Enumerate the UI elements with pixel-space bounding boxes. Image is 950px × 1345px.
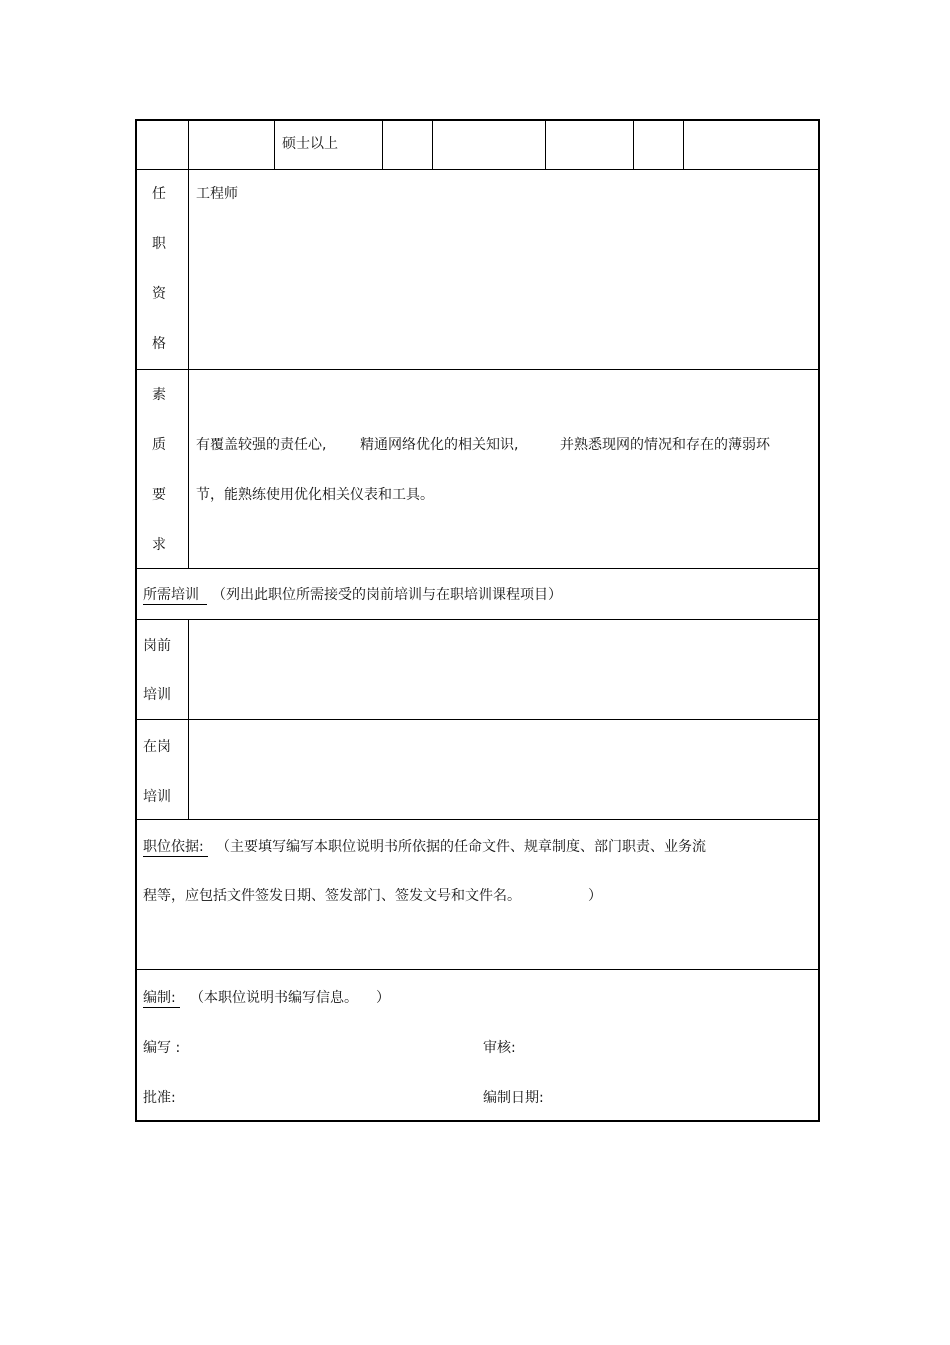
qualification-content: 工程师 bbox=[196, 186, 238, 202]
quality-text-line1: 精通网络优化的相关知识, bbox=[360, 437, 519, 453]
quality-label-char: 质 bbox=[152, 437, 166, 453]
qualification-label-divider bbox=[188, 170, 189, 369]
training-header-bottom-border bbox=[136, 619, 819, 620]
on-job-training-divider bbox=[188, 720, 189, 819]
basis-title bbox=[143, 837, 208, 857]
training-note: （列出此职位所需接受的岗前培训与在职培训课程项目） bbox=[212, 587, 562, 603]
quality-bottom-border bbox=[136, 568, 819, 569]
quality-text-line2: 节，能熟练使用优化相关仪表和工具。 bbox=[196, 487, 434, 503]
qualification-label-char: 职 bbox=[152, 236, 166, 252]
on-job-training-label: 在岗 bbox=[143, 739, 171, 755]
approver-field-label: 批准: bbox=[143, 1090, 176, 1106]
basis-title-underlined: 职位依据: bbox=[143, 839, 208, 857]
row-top-divider-4 bbox=[432, 120, 433, 169]
training-title bbox=[143, 585, 207, 605]
compile-note-end: ） bbox=[376, 990, 390, 1006]
basis-text-line2-end: ） bbox=[588, 888, 602, 904]
quality-text-line1: 并熟悉现网的情况和存在的薄弱环 bbox=[560, 437, 770, 453]
quality-text-line1: 有覆盖较强的责任心, bbox=[196, 437, 327, 453]
row-top-divider-7 bbox=[683, 120, 684, 169]
compile-date-field-label: 编制日期: bbox=[483, 1090, 544, 1106]
pre-job-training-label: 岗前 bbox=[143, 638, 171, 654]
writer-field-label: 编写 : bbox=[143, 1040, 181, 1056]
row-top-divider-1 bbox=[188, 120, 189, 169]
compile-note: （本职位说明书编写信息。 bbox=[190, 990, 358, 1006]
basis-bottom-border bbox=[136, 969, 819, 970]
qualification-label-char: 资 bbox=[152, 286, 166, 302]
row-top-divider-6 bbox=[633, 120, 634, 169]
qualification-bottom-border bbox=[136, 369, 819, 370]
qualification-label-char: 任 bbox=[152, 186, 166, 202]
compile-title-underlined: 编制: bbox=[143, 990, 180, 1008]
row-top-divider-5 bbox=[545, 120, 546, 169]
quality-label-char: 素 bbox=[152, 387, 166, 403]
qualification-label-char: 格 bbox=[152, 336, 166, 352]
basis-text-line1: （主要填写编写本职位说明书所依据的任命文件、规章制度、部门职责、业务流 bbox=[216, 839, 706, 855]
degree-cell-text: 硕士以上 bbox=[282, 136, 338, 152]
form-table-border bbox=[135, 119, 820, 1122]
reviewer-field-label: 审核: bbox=[483, 1040, 516, 1056]
row-top-divider-3 bbox=[382, 120, 383, 169]
pre-job-training-divider bbox=[188, 620, 189, 719]
row-top-bottom-border bbox=[136, 169, 819, 170]
on-job-training-bottom-border bbox=[136, 819, 819, 820]
training-title-underlined: 所需培训 bbox=[143, 587, 207, 605]
basis-text-line2: 程等，应包括文件签发日期、签发部门、签发文号和文件名。 bbox=[143, 888, 521, 904]
quality-label-divider bbox=[188, 370, 189, 568]
on-job-training-label: 培训 bbox=[143, 789, 171, 805]
pre-job-training-bottom-border bbox=[136, 719, 819, 720]
compile-title bbox=[143, 988, 180, 1008]
row-top-divider-2 bbox=[274, 120, 275, 169]
pre-job-training-label: 培训 bbox=[143, 687, 171, 703]
quality-label-char: 求 bbox=[152, 537, 166, 553]
quality-label-char: 要 bbox=[152, 487, 166, 503]
